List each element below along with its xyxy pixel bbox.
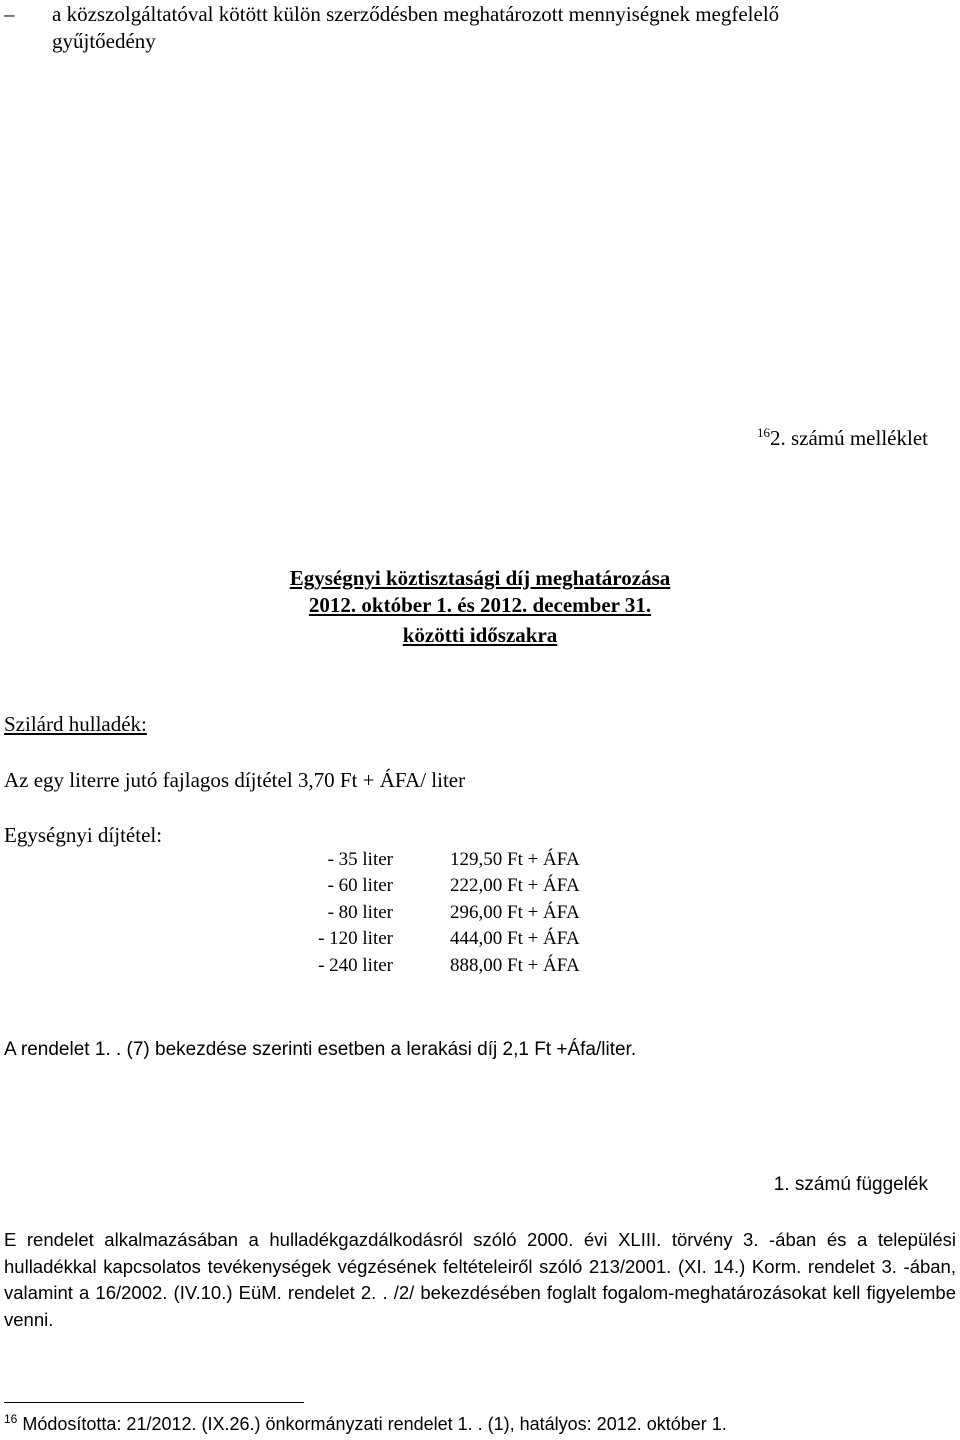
bullet-dash: –: [4, 2, 15, 26]
section-label: Szilárd hulladék:: [4, 712, 147, 736]
price-value: 444,00 Ft + ÁFA: [450, 928, 580, 949]
price-value: 296,00 Ft + ÁFA: [450, 902, 580, 923]
price-volume: - 80 liter: [327, 902, 393, 923]
price-row: [0, 955, 960, 981]
price-value: 222,00 Ft + ÁFA: [450, 875, 580, 896]
annex-label: 2. számú melléklet: [769, 426, 928, 450]
bullet-text-line-1: a közszolgáltatóval kötött külön szerződésben meghatározott mennyiségnek megfelelő: [52, 2, 780, 26]
price-row: [0, 875, 960, 901]
price-volume: - 240 liter: [318, 955, 393, 976]
appendix-label: 1. számú függelék: [773, 1174, 928, 1195]
annex-footnote-ref[interactable]: 16: [756, 425, 770, 440]
rendelet-line: A rendelet 1. . (7) bekezdése szerinti esetben a lerakási díj 2,1 Ft +Áfa/liter.: [4, 1039, 637, 1060]
bullet-text-line-2: gyűjtőedény: [52, 29, 156, 53]
price-volume: - 60 liter: [327, 875, 393, 896]
price-volume: - 35 liter: [327, 849, 393, 870]
footnote: [4, 1414, 727, 1435]
price-row: [0, 902, 960, 928]
title-line-2: 2012. október 1. és 2012. december 31.: [308, 593, 652, 617]
price-row: [0, 928, 960, 954]
footnote-ref: 16: [4, 1412, 18, 1426]
title-line-3: közötti időszakra: [402, 623, 558, 647]
unit-label: Egységnyi díjtétel:: [4, 823, 163, 847]
annex-header: [757, 426, 928, 451]
price-volume: - 120 liter: [318, 928, 393, 949]
price-value: 129,50 Ft + ÁFA: [450, 849, 580, 870]
price-value: 888,00 Ft + ÁFA: [450, 955, 580, 976]
title-line-1: Egységnyi köztisztasági díj meghatározása: [289, 566, 671, 590]
footnote-text: Módosította: 21/2012. (IX.26.) önkormányzati rendelet 1. . (1), hatályos: 2012. október 1.: [22, 1414, 727, 1434]
price-row: [0, 849, 960, 875]
footnote-divider: [4, 1402, 304, 1403]
rate-line: Az egy literre jutó fajlagos díjtétel 3,70 Ft + ÁFA/ liter: [4, 768, 466, 792]
definitions-paragraph: E rendelet alkalmazásában a hulladékgazdálkodásról szóló 2000. évi XLIII. törvény 3. -ában és a települési hulladékkal kapcsolatos tevékenységek végzésének feltételeiről szóló 213/2001. (XI. 14.) Korm. rendelet 3. -ában, valamint a 16/2002. (IV.10.) EüM. rendelet 2. . /2/ bekezdésében foglalt fogalom-meghatározásokat kell figyelembe venni.: [4, 1229, 956, 1330]
